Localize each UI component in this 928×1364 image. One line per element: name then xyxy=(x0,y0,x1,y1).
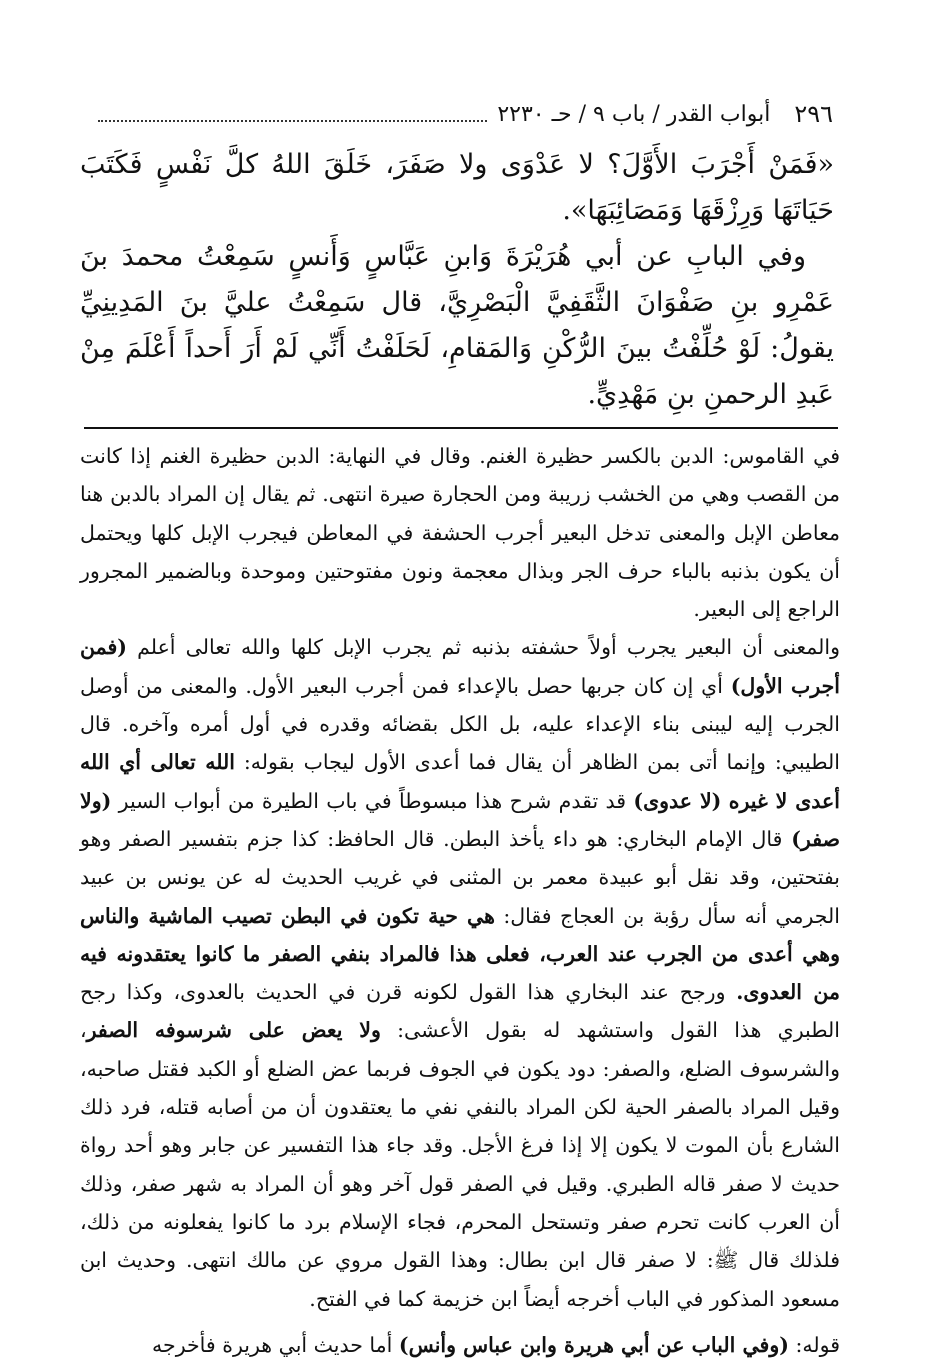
tirmidhi-comment: وفي البابِ عن أبي هُرَيْرَةَ وَابنِ عَبَّاسٍ وَأَنسٍ سَمِعْتُ محمدَ بنَ عَمْرِو بنِ صَفْوَانَ الثَّقَفِيَّ الْبَصْرِيَّ، قال سَمِعْتُ عليَّ بنَ المَدِينِيِّ يقولُ: لَوْ حُلِّفْتُ بينَ الرُّكْنِ وَالمَقامِ، لَحَلَفْتُ أَنِّي لَمْ أَرَ أَحداً أَعْلَمَ مِنْ عَبدِ الرحمنِ بنِ مَهْدِيٍّ. xyxy=(80,241,834,410)
text-span: أما حديث أبي هريرة فأخرجه xyxy=(152,1332,399,1357)
text-span: قال الإمام البخاري: هو داء يأخذ البطن. قال الحافظ: كذا جزم بتفسير الصفر وهو بفتحتين، وقد نقل أبو عبيدة معمر بن المثنى في غريب الحديث له عن يونس بن عبيد الجرمي أنه سأل رؤبة بن العجاج فقال: xyxy=(80,826,840,928)
text-span: قوله: xyxy=(788,1332,840,1357)
text-span: والمعنى أن البعير يجرب أولاً حشفته بذنبه ثم يجرب الإبل كلها والله تعالى أعلم xyxy=(126,635,840,660)
hadith-text: «فَمَنْ أَجْرَبَ الأَوَّلَ؟ لا عَدْوَى ولا صَفَرَ، خَلَقَ اللهُ كلَّ نَفْسٍ فَكَتَبَ حَيَاتَهَا وَرِزْقَهَا وَمَصَائِبَهَا». xyxy=(80,149,834,226)
page-header xyxy=(88,94,833,134)
running-title: أبواب القدر / باب ٩ / حـ ٢٢٣٠ xyxy=(497,101,771,127)
footnote-separator xyxy=(84,427,838,429)
quoted-term: (ولا صفر) xyxy=(80,788,840,851)
quoted-term: (لا عدوى) xyxy=(633,788,722,813)
commentary-paragraph-1: في القاموس: الدبن بالكسر حظيرة الغنم. وقال في النهاية: الدبن حظيرة الغنم إذا كانت من القصب وهي من الخشب زريبة ومن الحجارة صيرة انتهى. ثم يقال إن المراد بالدبن هنا معاطن الإبل والمعنى تدخل البعير أجرب الحشفة في المعاطن فيجرب الإبل كلها ويحتمل أن يكون بذنبه بالباء حرف الجر وبذال معجمة ونون مفتوحتين وموحدة وبالضمير المجرور الراجع إلى البعير. xyxy=(80,444,840,622)
main-text xyxy=(80,142,834,418)
text-span: ، والشرسوف الضلع، والصفر: دود يكون في الجوف فربما عض الضلع أو الكبد فقتل صاحبه، وقيل المراد بالصفر الحية لكن المراد بالنفي نفي ما يعتقدون أن من أصابه قتله، فرد ذلك الشارع بأن الموت لا يكون إلا إذا فرغ الأجل. وقد جاء هذا التفسير عن جابر وهو أحد رواة حديث لا صفر قاله الطبري. وقيل في الصفر قول آخر وهو أن المراد به شهر صفر، وذلك أن العرب كانت تحرم صفر وتستحل المحرم، فجاء الإسلام برد ما كانوا يفعلونه من ذلك، فلذلك قال ﷺ: لا صفر قال ابن بطال: وهذا القول مروي عن مالك انتهى. وحديث ابن مسعود المذكور في الباب أخرجه أيضاً ابن خزيمة كما في الفتح. xyxy=(80,1018,840,1311)
bold-phrase: هي حية تكون في البطن تصيب الماشية والناس وهي أعدى من الجرب عند العرب، فعلى هذا فالمراد بنفي الصفر ما كانوا يعتقدونه فيه من العدوى. xyxy=(80,903,840,1005)
text-span: ورجح عند البخاري هذا القول لكونه قرن في الحديث بالعدوى، وكذا رجح الطبري هذا القول واستشهد له بقول الأعشى: xyxy=(80,980,840,1043)
text-span: قد تقدم شرح هذا مبسوطاً في باب الطيرة من أبواب السير xyxy=(111,788,634,813)
text-span: أي إن كان جربها حصل بالإعداء فمن أجرب البعير الأول. والمعنى من أوصل الجرب إليه ليبنى بناء الإعداء عليه، بل الكل بقضائه وقدره في أول أمره وآخره. قال الطيبي: وإنما أتى بمن الظاهر أن يقال فما أعدى الأول ليجاب بقوله: xyxy=(80,673,840,775)
dotted-leader xyxy=(98,106,487,122)
commentary xyxy=(80,437,840,1364)
commentary-paragraph-3 xyxy=(80,1326,840,1364)
page-number: ٢٩٦ xyxy=(794,100,833,128)
quoted-term: (فمن أجرب الأول) xyxy=(80,635,840,698)
commentary-paragraph-2 xyxy=(80,628,840,1317)
poetry-quote: ولا يعض على شرسوفه الصفر xyxy=(86,1018,381,1043)
text-span xyxy=(721,789,728,813)
quoted-term: (وفي الباب عن أبي هريرة وابن عباس وأنس) xyxy=(398,1332,789,1357)
bold-phrase: الله تعالى أي الله أعدى لا غيره xyxy=(80,750,840,813)
